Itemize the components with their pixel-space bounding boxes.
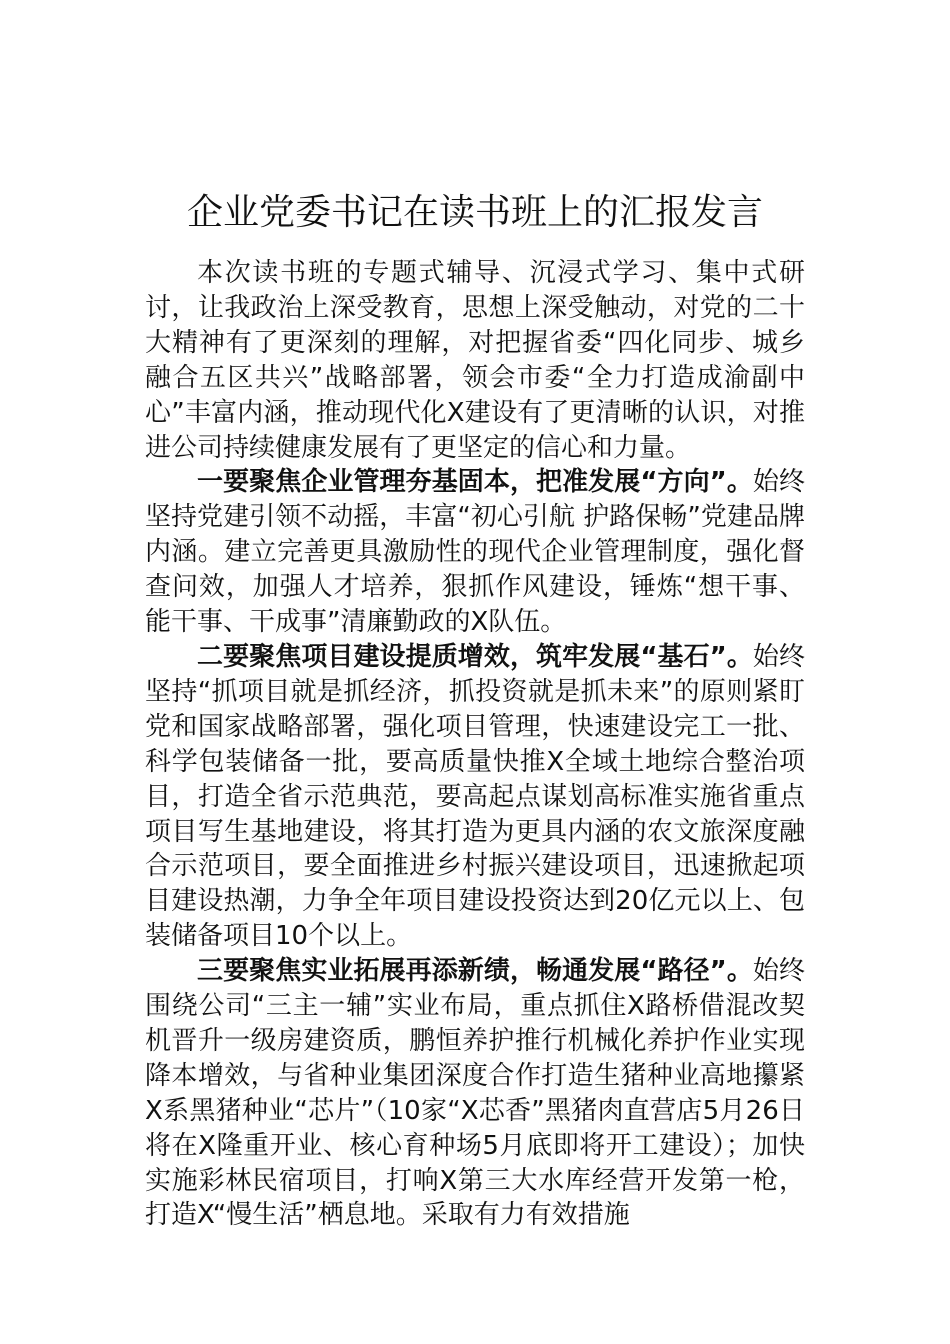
paragraph-text: 始终坚持“抓项目就是抓经济，抓投资就是抓未来”的原则紧盯党和国家战略部署，强化项目管理，快速建设完工一批、科学包装储备一批，要高质量快推X全域土地综合整治项目，打造全省示范典范，要高起点谋划高标准实施省重点项目写生基地建设，将其打造为更具内涵的农文旅深度融合示范项目，要全面推进乡村振兴建设项目，迅速掀起项目建设热潮，力争全年项目建设投资达到20亿元以上、包装储备项目10个以上。 <box>145 641 805 952</box>
paragraph-text: 始终围绕公司“三主一辅”实业布局，重点抓住X路桥借混改契机晋升一级房建资质，鹏恒养护推行机械化养护作业实现降本增效，与省种业集团深度合作打造生猪种业高地攥紧X系黑猪种业“芯片”（10家“X芯香”黑猪肉直营店5月26日将在X隆重开业、核心育种场5月底即将开工建设）；加快实施彩林民宿项目，打响X第三大水库经营开发第一枪，打造X“慢生活”栖息地。采取有力有效措施 <box>145 956 805 1231</box>
paragraph-point-3 <box>145 954 805 1233</box>
paragraph-point-1 <box>145 465 805 640</box>
paragraph-lead-heading: 三要聚焦实业拓展再添新绩，畅通发展“路径”。 <box>197 956 753 987</box>
document-title: 企业党委书记在读书班上的汇报发言 <box>186 192 763 234</box>
paragraph-text: 始终坚持党建引领不动摇，丰富“初心引航 护路保畅”党建品牌内涵。建立完善更具激励性的现代企业管理制度，强化督查问效，加强人才培养，狠抓作风建设，锤炼“想干事、能干事、干成事”清廉勤政的X队伍。 <box>145 467 805 638</box>
paragraph-intro <box>145 256 805 465</box>
paragraph-lead-heading: 二要聚焦项目建设提质增效，筑牢发展“基石”。 <box>197 641 753 672</box>
paragraph-lead-heading: 一要聚焦企业管理夯基固本，把准发展“方向”。 <box>197 467 753 498</box>
paragraph-point-2 <box>145 640 805 954</box>
document-body <box>145 256 805 1233</box>
paragraph-text: 本次读书班的专题式辅导、沉浸式学习、集中式研讨，让我政治上深受教育，思想上深受触动，对党的二十大精神有了更深刻的理解，对把握省委“四化同步、城乡融合五区共兴”战略部署，领会市委“全力打造成渝副中心”丰富内涵，推动现代化X建设有了更清晰的认识，对推进公司持续健康发展有了更坚定的信心和力量。 <box>145 258 805 463</box>
